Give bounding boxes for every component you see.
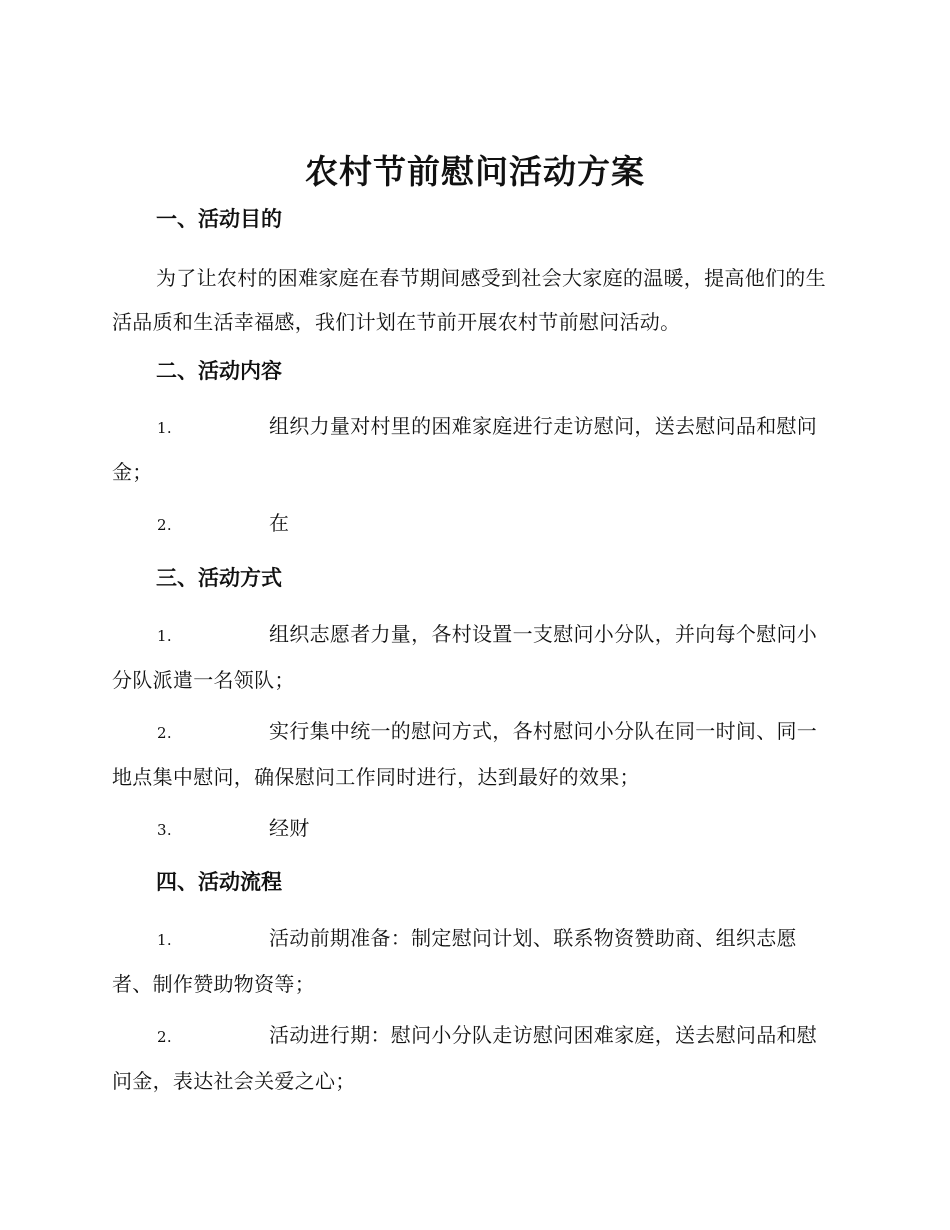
list-item-number: 1. [157,419,172,437]
list-item-number: 2. [157,724,172,742]
list-item-text: 组织志愿者力量，各村设置一支慰问小分队，并向每个慰问小分队派遣一名领队； [112,622,818,692]
list-item-number: 1. [157,627,172,645]
list-item-text: 活动进行期：慰问小分队走访慰问困难家庭，送去慰问品和慰问金，表达社会关爱之心； [112,1023,818,1093]
list-item [112,1013,834,1103]
section-heading-content: 二、活动内容 [156,359,282,383]
list-item [112,612,834,702]
section-heading-purpose: 一、活动目的 [156,207,282,231]
list-item [112,709,834,799]
section-paragraph-purpose [112,256,834,344]
list-item-text: 经财 [269,816,310,840]
list-item-text: 在 [269,511,290,535]
list-item [112,806,834,852]
paragraph-text: 为了让农村的困难家庭在春节期间感受到社会大家庭的温暖，提高他们的生活品质和生活幸福感，我们计划在节前开展农村节前慰问活动。 [112,266,826,334]
list-item-text: 实行集中统一的慰问方式，各村慰问小分队在同一时间、同一地点集中慰问，确保慰问工作同时进行，达到最好的效果； [112,719,818,789]
list-item-text: 活动前期准备：制定慰问计划、联系物资赞助商、组织志愿者、制作赞助物资等； [112,926,797,996]
section-heading-process: 四、活动流程 [156,870,282,894]
document-title: 农村节前慰问活动方案 [305,152,645,191]
list-item-number: 1. [157,931,172,949]
list-item [112,501,834,547]
list-item-number: 2. [157,516,172,534]
list-item-number: 2. [157,1028,172,1046]
section-heading-method: 三、活动方式 [156,566,282,590]
list-item [112,404,834,494]
list-item-number: 3. [157,821,172,839]
list-item-text: 组织力量对村里的困难家庭进行走访慰问，送去慰问品和慰问金； [112,414,818,484]
list-item [112,916,834,1006]
